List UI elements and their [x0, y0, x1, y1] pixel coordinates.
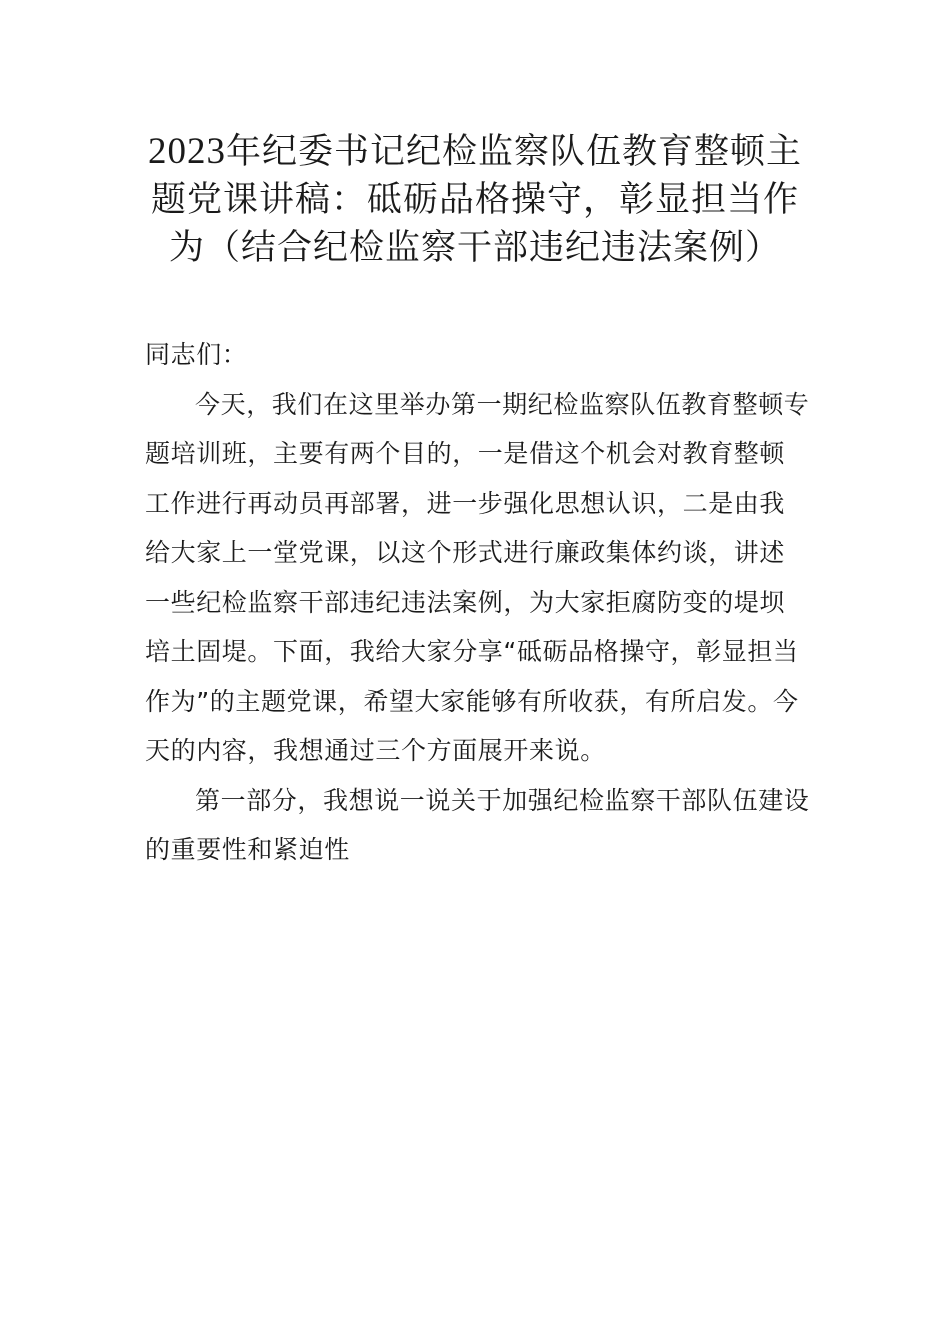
- paragraph-intro: 今天，我们在这里举办第一期纪检监察队伍教育整顿专题培训班，主要有两个目的，一是借这个机会对教育整顿工作进行再动员再部署，进一步强化思想认识，二是由我给大家上一堂党课，以这个形式进行廉政集体约谈，讲述一些纪检监察干部违纪违法案例，为大家拒腐防变的堤坝培土固堤。下面，我给大家分享“砥砺品格操守，彰显担当作为”的主题党课，希望大家能够有所收获，有所启发。今天的内容，我想通过三个方面展开来说。: [145, 389, 810, 765]
- document-title: [140, 128, 810, 272]
- document-body: [145, 330, 810, 875]
- title-text: 年纪委书记纪检监察队伍教育整顿主题党课讲稿：砥砺品格操守，彰显担当作为（结合纪检监察干部违纪违法案例）: [150, 132, 802, 268]
- title-year: 2023: [147, 131, 226, 172]
- salutation: 同志们：: [145, 340, 248, 369]
- section-heading-1: 第一部分，我想说一说关于加强纪检监察干部队伍建设的重要性和紧迫性: [145, 785, 810, 864]
